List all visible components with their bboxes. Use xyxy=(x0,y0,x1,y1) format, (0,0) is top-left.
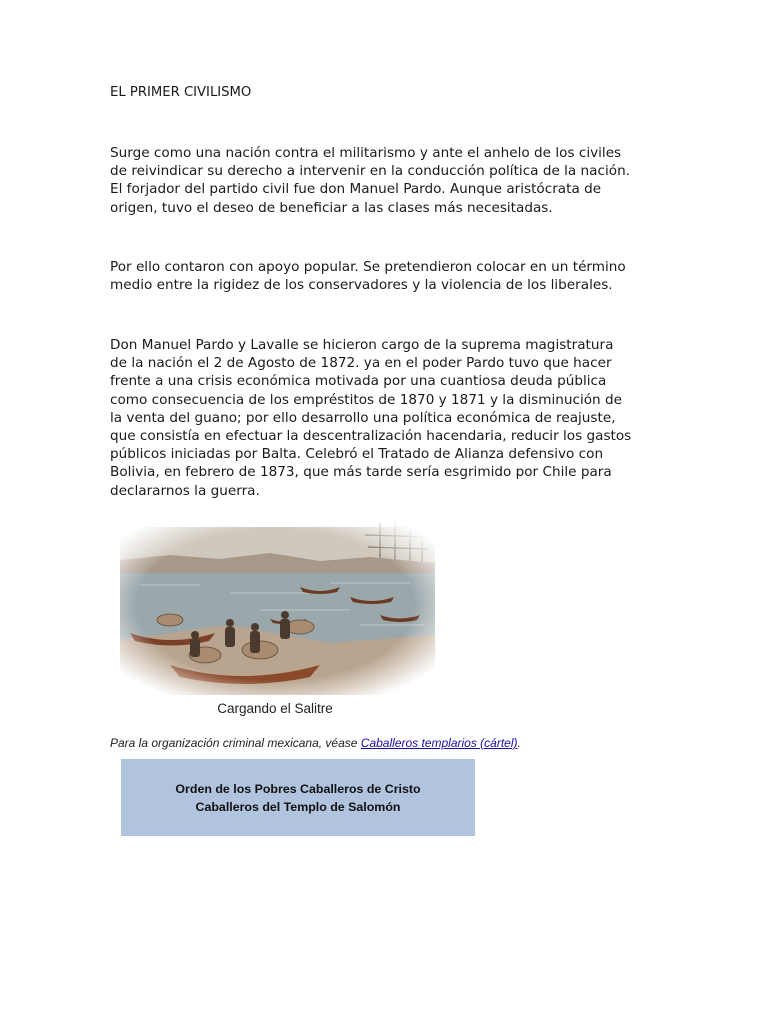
hatnote-prefix: Para la organización criminal mexicana, véase xyxy=(110,736,361,750)
infobox-title-line-2: Caballeros del Templo de Salomón xyxy=(195,799,401,814)
infobox-header xyxy=(121,759,475,836)
figure-illustration xyxy=(110,515,440,725)
infobox-title-line-1: Orden de los Pobres Caballeros de Cristo xyxy=(175,781,421,796)
paragraph-1: Surge como una nación contra el militarismo y ante el anhelo de los civiles de reivindicar su derecho a intervenir en la conducción política de la nación. El forjador del partido civil fue don Manuel Pardo. Aunque aristócrata de origen, tuvo el deseo de beneficiar a las clases más necesitadas. xyxy=(110,145,631,216)
document-title: EL PRIMER CIVILISMO xyxy=(110,85,252,100)
paragraph-2: Por ello contaron con apoyo popular. Se pretendieron colocar en un término medio entre la rigidez de los conservadores y la violencia de los liberales. xyxy=(110,259,626,294)
hatnote xyxy=(110,736,710,750)
salitre-illustration xyxy=(110,515,440,695)
cartel-link[interactable]: Caballeros templarios (cártel) xyxy=(360,736,518,750)
paragraph-3: Don Manuel Pardo y Lavalle se hicieron cargo de la suprema magistratura de la nación el 2 de Agosto de 1872. ya en el poder Pardo tuvo que hacer frente a una crisis económica motivada por una cuantiosa deuda pública como consecuencia de los empréstitos de 1870 y 1871 y la disminución de la venta del guano; por ello desarrollo una política económica de reajuste, que consistía en efectuar la descentralización hacendaria, reducir los gastos públicos iniciadas por Balta. Celebró el Tratado de Alianza defensivo con Bolivia, en febrero de 1873, que más tarde sería esgrimido por Chile para declararnos la guerra. xyxy=(110,337,632,499)
figure-caption: Cargando el Salitre xyxy=(217,701,333,716)
hatnote-suffix: . xyxy=(517,736,521,750)
